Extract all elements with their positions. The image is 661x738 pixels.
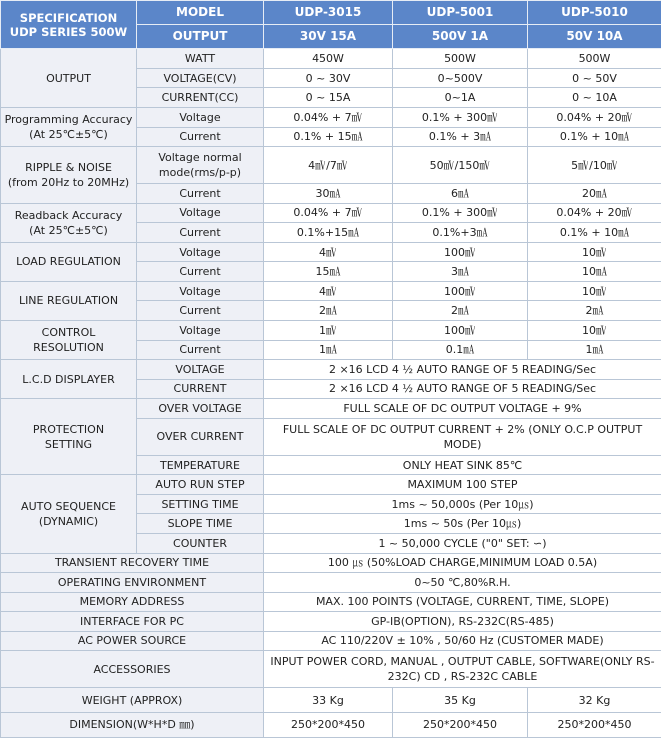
spec-value: 1㎃ <box>528 340 661 360</box>
row-label: MEMORY ADDRESS <box>1 592 264 612</box>
item-label <box>137 320 264 340</box>
spec-value-span: 1 ~ 50,000 CYCLE ("0" SET: ∽) <box>264 533 661 553</box>
spec-value: 0.04% + 20㎷ <box>528 203 661 223</box>
spec-value-span: FULL SCALE OF DC OUTPUT VOLTAGE + 9% <box>264 399 661 419</box>
item-label-text: AUTO RUN STEP <box>155 478 245 492</box>
category-label <box>1 281 137 320</box>
spec-value: 35 Kg <box>393 688 528 713</box>
item-label-text: Voltage normal mode(rms/p-p) <box>158 151 242 180</box>
category-label <box>1 49 137 108</box>
spec-value: 33 Kg <box>264 688 393 713</box>
spec-value: 100㎷ <box>393 242 528 262</box>
output-label: OUTPUT <box>137 24 264 49</box>
item-label <box>137 262 264 282</box>
spec-value: 5㎷/10㎷ <box>528 147 661 184</box>
output-udp-5001: 500V 1A <box>393 24 528 49</box>
table-row <box>1 399 661 419</box>
spec-value: 0 ~ 10A <box>528 88 661 108</box>
item-label <box>137 494 264 514</box>
table-row <box>1 320 661 340</box>
item-label-text: Current <box>179 226 221 240</box>
output-udp-5010: 50V 10A <box>528 24 661 49</box>
category-label <box>1 475 137 553</box>
category-label-text: LOAD REGULATION <box>16 255 121 269</box>
spec-value: 3㎃ <box>393 262 528 282</box>
table-row <box>1 612 661 632</box>
spec-value: 50㎷/150㎷ <box>393 147 528 184</box>
spec-value: 0 ~ 15A <box>264 88 393 108</box>
spec-value: 0~1A <box>393 88 528 108</box>
spec-value: 4㎷ <box>264 281 393 301</box>
spec-value: 0.1% + 10㎃ <box>528 223 661 243</box>
category-label-text: RIPPLE & NOISE (from 20Hz to 20MHz) <box>7 160 130 189</box>
category-label <box>1 399 137 475</box>
item-label-text: Current <box>179 130 221 144</box>
item-label <box>137 242 264 262</box>
row-label: AC POWER SOURCE <box>1 631 264 651</box>
spec-value: 100㎷ <box>393 320 528 340</box>
category-label <box>1 242 137 281</box>
model-udp-5010: UDP-5010 <box>528 1 661 25</box>
spec-value-span: MAXIMUM 100 STEP <box>264 475 661 495</box>
item-label-text: TEMPERATURE <box>160 458 240 472</box>
row-label: TRANSIENT RECOVERY TIME <box>1 553 264 573</box>
spec-value-span: 2 ×16 LCD 4 ½ AUTO RANGE OF 5 READING/Sec <box>264 360 661 380</box>
spec-value: 500W <box>528 49 661 69</box>
category-label <box>1 360 137 399</box>
model-label: MODEL <box>137 1 264 25</box>
item-label <box>137 360 264 380</box>
table-row <box>1 242 661 262</box>
spec-value-span: 2 ×16 LCD 4 ½ AUTO RANGE OF 5 READING/Sec <box>264 379 661 399</box>
table-row <box>1 147 661 184</box>
spec-value-span: AC 110/220V ± 10% , 50/60 Hz (CUSTOMER MADE) <box>264 631 661 651</box>
spec-value: 0.1% + 300㎷ <box>393 203 528 223</box>
item-label <box>137 418 264 455</box>
spec-value: 500W <box>393 49 528 69</box>
item-label <box>137 147 264 184</box>
table-row <box>1 360 661 380</box>
model-udp-3015: UDP-3015 <box>264 1 393 25</box>
spec-title: SPECIFICATION UDP SERIES 500W <box>1 1 137 49</box>
item-label-text: Current <box>179 186 221 200</box>
item-label-text: Voltage <box>179 206 221 220</box>
table-row <box>1 203 661 223</box>
spec-value-span: 100 ㎲ (50%LOAD CHARGE,MINIMUM LOAD 0.5A) <box>264 553 661 573</box>
spec-value-span: 1ms ~ 50,000s (Per 10㎲) <box>264 494 661 514</box>
table-row <box>1 553 661 573</box>
row-label: OPERATING ENVIRONMENT <box>1 573 264 593</box>
item-label <box>137 533 264 553</box>
table-row <box>1 108 661 128</box>
spec-value: 10㎷ <box>528 242 661 262</box>
item-label <box>137 88 264 108</box>
category-label <box>1 108 137 147</box>
item-label-text: Voltage <box>179 110 221 124</box>
category-label-text: Programming Accuracy (At 25℃±5℃) <box>4 113 133 142</box>
spec-value: 2㎃ <box>528 301 661 321</box>
table-row <box>1 592 661 612</box>
spec-value: 10㎃ <box>528 262 661 282</box>
item-label <box>137 68 264 88</box>
spec-value: 250*200*450 <box>393 712 528 737</box>
item-label <box>137 281 264 301</box>
row-label: ACCESSORIES <box>1 651 264 688</box>
table-row <box>1 281 661 301</box>
item-label <box>137 184 264 204</box>
spec-value: 4㎷/7㎷ <box>264 147 393 184</box>
spec-value: 1㎃ <box>264 340 393 360</box>
spec-value: 0.1㎃ <box>393 340 528 360</box>
spec-value: 2㎃ <box>264 301 393 321</box>
category-label-text: AUTO SEQUENCE (DYNAMIC) <box>21 499 116 528</box>
item-label <box>137 301 264 321</box>
item-label <box>137 223 264 243</box>
item-label-text: CURRENT(CC) <box>161 91 239 105</box>
item-label-text: VOLTAGE(CV) <box>163 71 237 85</box>
item-label-text: WATT <box>184 52 216 66</box>
spec-value: 0.1% + 300㎷ <box>393 108 528 128</box>
spec-value: 0.1%+3㎃ <box>393 223 528 243</box>
item-label-text: OVER CURRENT <box>156 430 244 444</box>
item-label <box>137 108 264 128</box>
table-row <box>1 712 661 737</box>
item-label-text: OVER VOLTAGE <box>158 401 242 415</box>
category-label-text: LINE REGULATION <box>18 294 119 308</box>
item-label-text: CURRENT <box>173 382 227 396</box>
category-label-text: OUTPUT <box>46 71 91 85</box>
item-label-text: Current <box>179 343 221 357</box>
spec-value: 0 ~ 30V <box>264 68 393 88</box>
category-label-text: Readback Accuracy (At 25℃±5℃) <box>14 208 123 237</box>
item-label-text: Voltage <box>179 284 221 298</box>
item-label <box>137 514 264 534</box>
category-label-text: CONTROL RESOLUTION <box>33 326 104 355</box>
table-row <box>1 651 661 688</box>
item-label-text: Voltage <box>179 323 221 337</box>
item-label <box>137 49 264 69</box>
spec-value: 10㎷ <box>528 281 661 301</box>
spec-value: 450W <box>264 49 393 69</box>
spec-value: 30㎃ <box>264 184 393 204</box>
spec-value: 0.1% + 15㎃ <box>264 127 393 147</box>
category-label <box>1 320 137 359</box>
row-label: WEIGHT (APPROX) <box>1 688 264 713</box>
spec-value: 0~500V <box>393 68 528 88</box>
output-udp-3015: 30V 15A <box>264 24 393 49</box>
row-label: DIMENSION(W*H*D ㎜) <box>1 712 264 737</box>
item-label-text: SETTING TIME <box>161 497 239 511</box>
spec-value: 6㎃ <box>393 184 528 204</box>
spec-value-span: GP-IB(OPTION), RS-232C(RS-485) <box>264 612 661 632</box>
spec-value-span: INPUT POWER CORD, MANUAL , OUTPUT CABLE, SOFTWARE(ONLY RS-232C) CD , RS-232C CABLE <box>264 651 661 688</box>
spec-value: 0.1%+15㎃ <box>264 223 393 243</box>
spec-value: 15㎃ <box>264 262 393 282</box>
model-udp-5001: UDP-5001 <box>393 1 528 25</box>
item-label-text: Voltage <box>179 245 221 259</box>
spec-value: 4㎷ <box>264 242 393 262</box>
item-label-text: SLOPE TIME <box>167 517 233 531</box>
item-label <box>137 399 264 419</box>
spec-value: 250*200*450 <box>264 712 393 737</box>
category-label <box>1 147 137 204</box>
item-label <box>137 379 264 399</box>
item-label <box>137 475 264 495</box>
item-label-text: VOLTAGE <box>175 362 225 376</box>
spec-value: 0.1% + 10㎃ <box>528 127 661 147</box>
spec-value-span: 1ms ~ 50s (Per 10㎲) <box>264 514 661 534</box>
item-label-text: Current <box>179 265 221 279</box>
item-label <box>137 203 264 223</box>
item-label <box>137 455 264 475</box>
spec-value: 2㎃ <box>393 301 528 321</box>
category-label <box>1 203 137 242</box>
spec-value: 100㎷ <box>393 281 528 301</box>
spec-value: 20㎃ <box>528 184 661 204</box>
table-row <box>1 688 661 713</box>
spec-value: 0.04% + 7㎷ <box>264 108 393 128</box>
spec-value: 10㎷ <box>528 320 661 340</box>
table-row <box>1 631 661 651</box>
spec-body <box>1 49 661 738</box>
spec-value: 0 ~ 50V <box>528 68 661 88</box>
spec-value: 0.04% + 20㎷ <box>528 108 661 128</box>
spec-value: 0.04% + 7㎷ <box>264 203 393 223</box>
table-row <box>1 573 661 593</box>
item-label-text: COUNTER <box>173 536 227 550</box>
spec-value-span: ONLY HEAT SINK 85℃ <box>264 455 661 475</box>
item-label <box>137 340 264 360</box>
table-row <box>1 49 661 69</box>
spec-value: 250*200*450 <box>528 712 661 737</box>
spec-value-span: 0~50 ℃,80%R.H. <box>264 573 661 593</box>
spec-value: 1㎷ <box>264 320 393 340</box>
category-label-text: PROTECTION SETTING <box>32 422 105 451</box>
spec-value-span: FULL SCALE OF DC OUTPUT CURRENT + 2% (ONLY O.C.P OUTPUT MODE) <box>264 418 661 455</box>
spec-value: 0.1% + 3㎃ <box>393 127 528 147</box>
table-row <box>1 475 661 495</box>
spec-value: 32 Kg <box>528 688 661 713</box>
spec-value-span: MAX. 100 POINTS (VOLTAGE, CURRENT, TIME, SLOPE) <box>264 592 661 612</box>
row-label: INTERFACE FOR PC <box>1 612 264 632</box>
item-label <box>137 127 264 147</box>
item-label-text: Current <box>179 304 221 318</box>
category-label-text: L.C.D DISPLAYER <box>22 372 115 386</box>
